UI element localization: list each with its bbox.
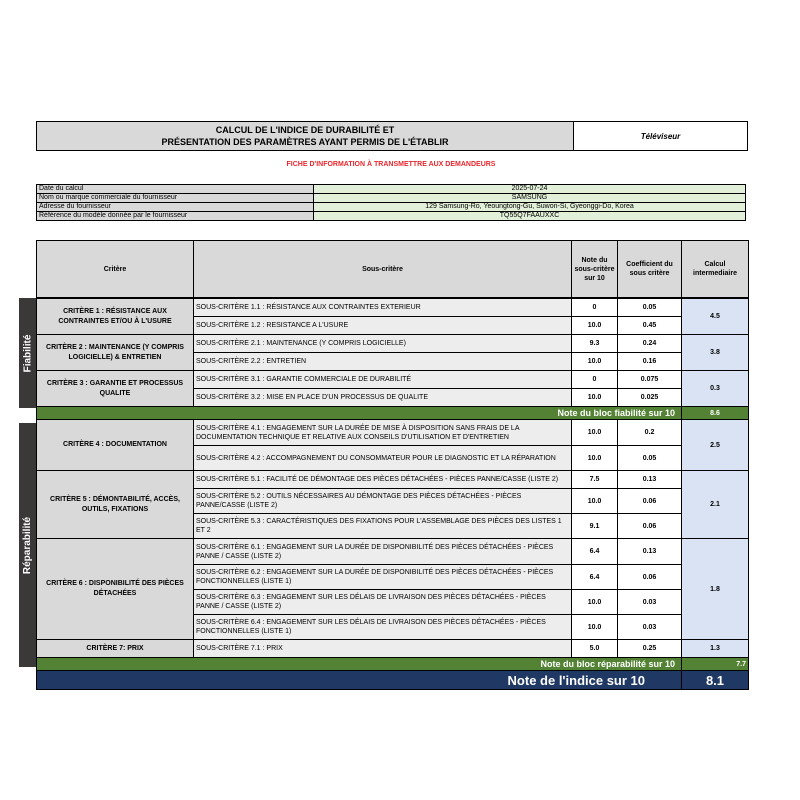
sub-criterion-label: SOUS-CRITÈRE 6.3 : ENGAGEMENT SUR LES DÉLAIS DE LIVRAISON DES PIÈCES DÉTACHÉES - PIÈCES PANNE / CASSE (LISTE 2) bbox=[194, 590, 572, 615]
sub-criterion-label: SOUS-CRITÈRE 5.3 : CARACTÉRISTIQUES DES FIXATIONS POUR L'ASSEMBLAGE DES PIÈCES DES LISTES 1 ET 2 bbox=[194, 514, 572, 539]
sub-criterion-note: 6.4 bbox=[572, 539, 618, 565]
criterion-4-name: CRITÈRE 4 : DOCUMENTATION bbox=[37, 420, 194, 471]
sub-criterion-note: 7.5 bbox=[572, 471, 618, 489]
sub-criterion-coef: 0.075 bbox=[618, 371, 682, 389]
header-sous-critere: Sous-critère bbox=[194, 241, 572, 298]
criterion-5-calc: 2.1 bbox=[682, 471, 749, 539]
sub-criterion-label: SOUS-CRITÈRE 5.2 : OUTILS NÉCESSAIRES AU DÉMONTAGE DES PIÈCES DÉTACHÉES - PIÈCES PANNE/CASSE (LISTE 2) bbox=[194, 489, 572, 514]
sub-criterion-label: SOUS-CRITÈRE 3.1 : GARANTIE COMMERCIALE DE DURABILITÉ bbox=[194, 371, 572, 389]
criterion-4-calc: 2.5 bbox=[682, 420, 749, 471]
sub-criterion-label: SOUS-CRITÈRE 3.2 : MISE EN PLACE D'UN PROCESSUS DE QUALITE bbox=[194, 389, 572, 407]
table-row bbox=[37, 299, 749, 317]
info-table bbox=[36, 184, 746, 221]
criterion-2-calc: 3.8 bbox=[682, 335, 749, 371]
sub-criterion-coef: 0.06 bbox=[618, 565, 682, 590]
sub-criterion-note: 10.0 bbox=[572, 446, 618, 471]
info-label: Nom ou marque commerciale du fournisseur bbox=[37, 194, 314, 203]
table-row bbox=[37, 539, 749, 565]
title-box bbox=[36, 121, 748, 151]
sub-criterion-note: 10.0 bbox=[572, 353, 618, 371]
info-row bbox=[37, 185, 746, 194]
info-value: SAMSUNG bbox=[314, 194, 746, 203]
sub-criterion-label: SOUS-CRITÈRE 6.4 : ENGAGEMENT SUR LES DÉLAIS DE LIVRAISON DES PIÈCES DÉTACHÉES - PIÈCES FONCTIONNELLES (LISTE 1) bbox=[194, 615, 572, 640]
bloc-reparabilite-label: Note du bloc réparabilité sur 10 bbox=[37, 658, 682, 671]
bloc-fiabilite-label: Note du bloc fiabilité sur 10 bbox=[37, 407, 682, 420]
sub-criterion-coef: 0.24 bbox=[618, 335, 682, 353]
header-coef: Coefficient du sous critère bbox=[618, 241, 682, 298]
title-block bbox=[37, 122, 574, 150]
sub-criterion-label: SOUS-CRITÈRE 6.2 : ENGAGEMENT SUR LA DURÉE DE DISPONIBILITÉ DES PIÈCES DÉTACHÉES - PIÈCES FONCTIONNELLES (LISTE 1) bbox=[194, 565, 572, 590]
criterion-5-name: CRITÈRE 5 : DÉMONTABILITÉ, ACCÈS, OUTILS, FIXATIONS bbox=[37, 471, 194, 539]
info-row bbox=[37, 194, 746, 203]
bloc-fiabilite-value: 8.6 bbox=[682, 407, 749, 420]
product-type: Téléviseur bbox=[640, 131, 681, 141]
sub-criterion-note: 10.0 bbox=[572, 615, 618, 640]
sub-criterion-note: 9.1 bbox=[572, 514, 618, 539]
bloc-reparabilite-value: 7.7 bbox=[682, 658, 749, 671]
sub-criterion-note: 5.0 bbox=[572, 640, 618, 658]
sub-criterion-coef: 0.13 bbox=[618, 471, 682, 489]
criterion-1-name: CRITÈRE 1 : RÉSISTANCE AUX CONTRAINTES ET/OU À L'USURE bbox=[37, 299, 194, 335]
sub-criterion-coef: 0.06 bbox=[618, 489, 682, 514]
criterion-6-name: CRITÈRE 6 : DISPONIBILITÉ DES PIÈCES DÉTACHÉES bbox=[37, 539, 194, 640]
sub-criterion-label: SOUS-CRITÈRE 1.2 : RESISTANCE A L'USURE bbox=[194, 317, 572, 335]
header-critere: Critère bbox=[37, 241, 194, 298]
sub-criterion-coef: 0.06 bbox=[618, 514, 682, 539]
header-row bbox=[37, 241, 749, 298]
indice-label: Note de l'indice sur 10 bbox=[37, 671, 682, 690]
header-note: Note du sous-critère sur 10 bbox=[572, 241, 618, 298]
sub-criterion-label: SOUS-CRITÈRE 2.2 : ENTRETIEN bbox=[194, 353, 572, 371]
sub-criterion-label: SOUS-CRITÈRE 4.1 : ENGAGEMENT SUR LA DURÉE DE MISE À DISPOSITION SANS FRAIS DE LA DOCUMENTATION TECHNIQUE ET RELATIVE AUX CONSEILS D'UTILISATION ET D'ENTRETIEN bbox=[194, 420, 572, 446]
sub-criterion-note: 10.0 bbox=[572, 420, 618, 446]
sub-criterion-note: 10.0 bbox=[572, 317, 618, 335]
sub-criterion-coef: 0.2 bbox=[618, 420, 682, 446]
info-value: 129 Samsung-Ro, Yeoungtong-Gu, Suwon-Si, Gyeonggi-Do, Korea bbox=[314, 203, 746, 212]
side-label-fiabilite: Fiabilité bbox=[19, 298, 36, 408]
subtitle: FICHE D'INFORMATION À TRANSMETTRE AUX DEMANDEURS bbox=[286, 161, 496, 168]
table-row bbox=[37, 335, 749, 353]
indice-value: 8.1 bbox=[682, 671, 749, 690]
sub-criterion-label: SOUS-CRITÈRE 7.1 : PRIX bbox=[194, 640, 572, 658]
sub-criterion-coef: 0.45 bbox=[618, 317, 682, 335]
sub-criterion-note: 10.0 bbox=[572, 590, 618, 615]
table-row bbox=[37, 420, 749, 446]
info-value: TQ55Q7FAAUXXC bbox=[314, 212, 746, 221]
sub-criterion-coef: 0.05 bbox=[618, 299, 682, 317]
sub-criterion-coef: 0.05 bbox=[618, 446, 682, 471]
title-line-2: PRÉSENTATION DES PARAMÈTRES AYANT PERMIS DE L'ÉTABLIR bbox=[161, 137, 449, 147]
sub-criterion-note: 9.3 bbox=[572, 335, 618, 353]
info-row bbox=[37, 212, 746, 221]
bloc-fiabilite-row bbox=[37, 407, 749, 420]
sub-criterion-note: 0 bbox=[572, 371, 618, 389]
side-label-reparabilite: Réparabilité bbox=[19, 423, 36, 667]
criterion-3-name: CRITÈRE 3 : GARANTIE ET PROCESSUS QUALITE bbox=[37, 371, 194, 407]
sub-criterion-coef: 0.25 bbox=[618, 640, 682, 658]
info-label: Référence du modèle donnée par le fournisseur bbox=[37, 212, 314, 221]
sub-criterion-note: 10.0 bbox=[572, 489, 618, 514]
criteria-table bbox=[36, 240, 749, 690]
bloc-reparabilite-row bbox=[37, 658, 749, 671]
criterion-6-calc: 1.8 bbox=[682, 539, 749, 640]
sub-criterion-note: 10.0 bbox=[572, 389, 618, 407]
sub-criterion-label: SOUS-CRITÈRE 6.1 : ENGAGEMENT SUR LA DURÉE DE DISPONIBILITÉ DES PIÈCES DÉTACHÉES - PIÈCES PANNE / CASSE (LISTE 2) bbox=[194, 539, 572, 565]
sub-criterion-note: 6.4 bbox=[572, 565, 618, 590]
table-row bbox=[37, 471, 749, 489]
sub-criterion-coef: 0.16 bbox=[618, 353, 682, 371]
criterion-7-calc: 1.3 bbox=[682, 640, 749, 658]
sub-criterion-coef: 0.13 bbox=[618, 539, 682, 565]
sub-criterion-coef: 0.03 bbox=[618, 590, 682, 615]
info-label: Adresse du fournisseur bbox=[37, 203, 314, 212]
info-label: Date du calcul bbox=[37, 185, 314, 194]
table-row bbox=[37, 640, 749, 658]
table-row bbox=[37, 371, 749, 389]
info-value: 2025-07-24 bbox=[314, 185, 746, 194]
indice-row bbox=[37, 671, 749, 690]
sub-criterion-label: SOUS-CRITÈRE 2.1 : MAINTENANCE (Y COMPRIS LOGICIELLE) bbox=[194, 335, 572, 353]
title-line-1: CALCUL DE L'INDICE DE DURABILITÉ ET bbox=[215, 125, 395, 135]
sub-criterion-label: SOUS-CRITÈRE 5.1 : FACILITÉ DE DÉMONTAGE DES PIÈCES DÉTACHÉES - PIÈCES PANNE/CASSE (LISTE 2) bbox=[194, 471, 572, 489]
sub-criterion-label: SOUS-CRITÈRE 1.1 : RÉSISTANCE AUX CONTRAINTES EXTERIEUR bbox=[194, 299, 572, 317]
criterion-3-calc: 0.3 bbox=[682, 371, 749, 407]
info-row bbox=[37, 203, 746, 212]
criterion-7-name: CRITÈRE 7: PRIX bbox=[37, 640, 194, 658]
sub-criterion-note: 0 bbox=[572, 299, 618, 317]
header-calc: Calcul intermediaire bbox=[682, 241, 749, 298]
sub-criterion-coef: 0.03 bbox=[618, 615, 682, 640]
criterion-1-calc: 4.5 bbox=[682, 299, 749, 335]
sub-criterion-coef: 0.025 bbox=[618, 389, 682, 407]
criterion-2-name: CRITÈRE 2 : MAINTENANCE (Y COMPRIS LOGICIELLE) & ENTRETIEN bbox=[37, 335, 194, 371]
sub-criterion-label: SOUS-CRITÈRE 4.2 : ACCOMPAGNEMENT DU CONSOMMATEUR POUR LE DIAGNOSTIC ET LA RÉPARATION bbox=[194, 446, 572, 471]
